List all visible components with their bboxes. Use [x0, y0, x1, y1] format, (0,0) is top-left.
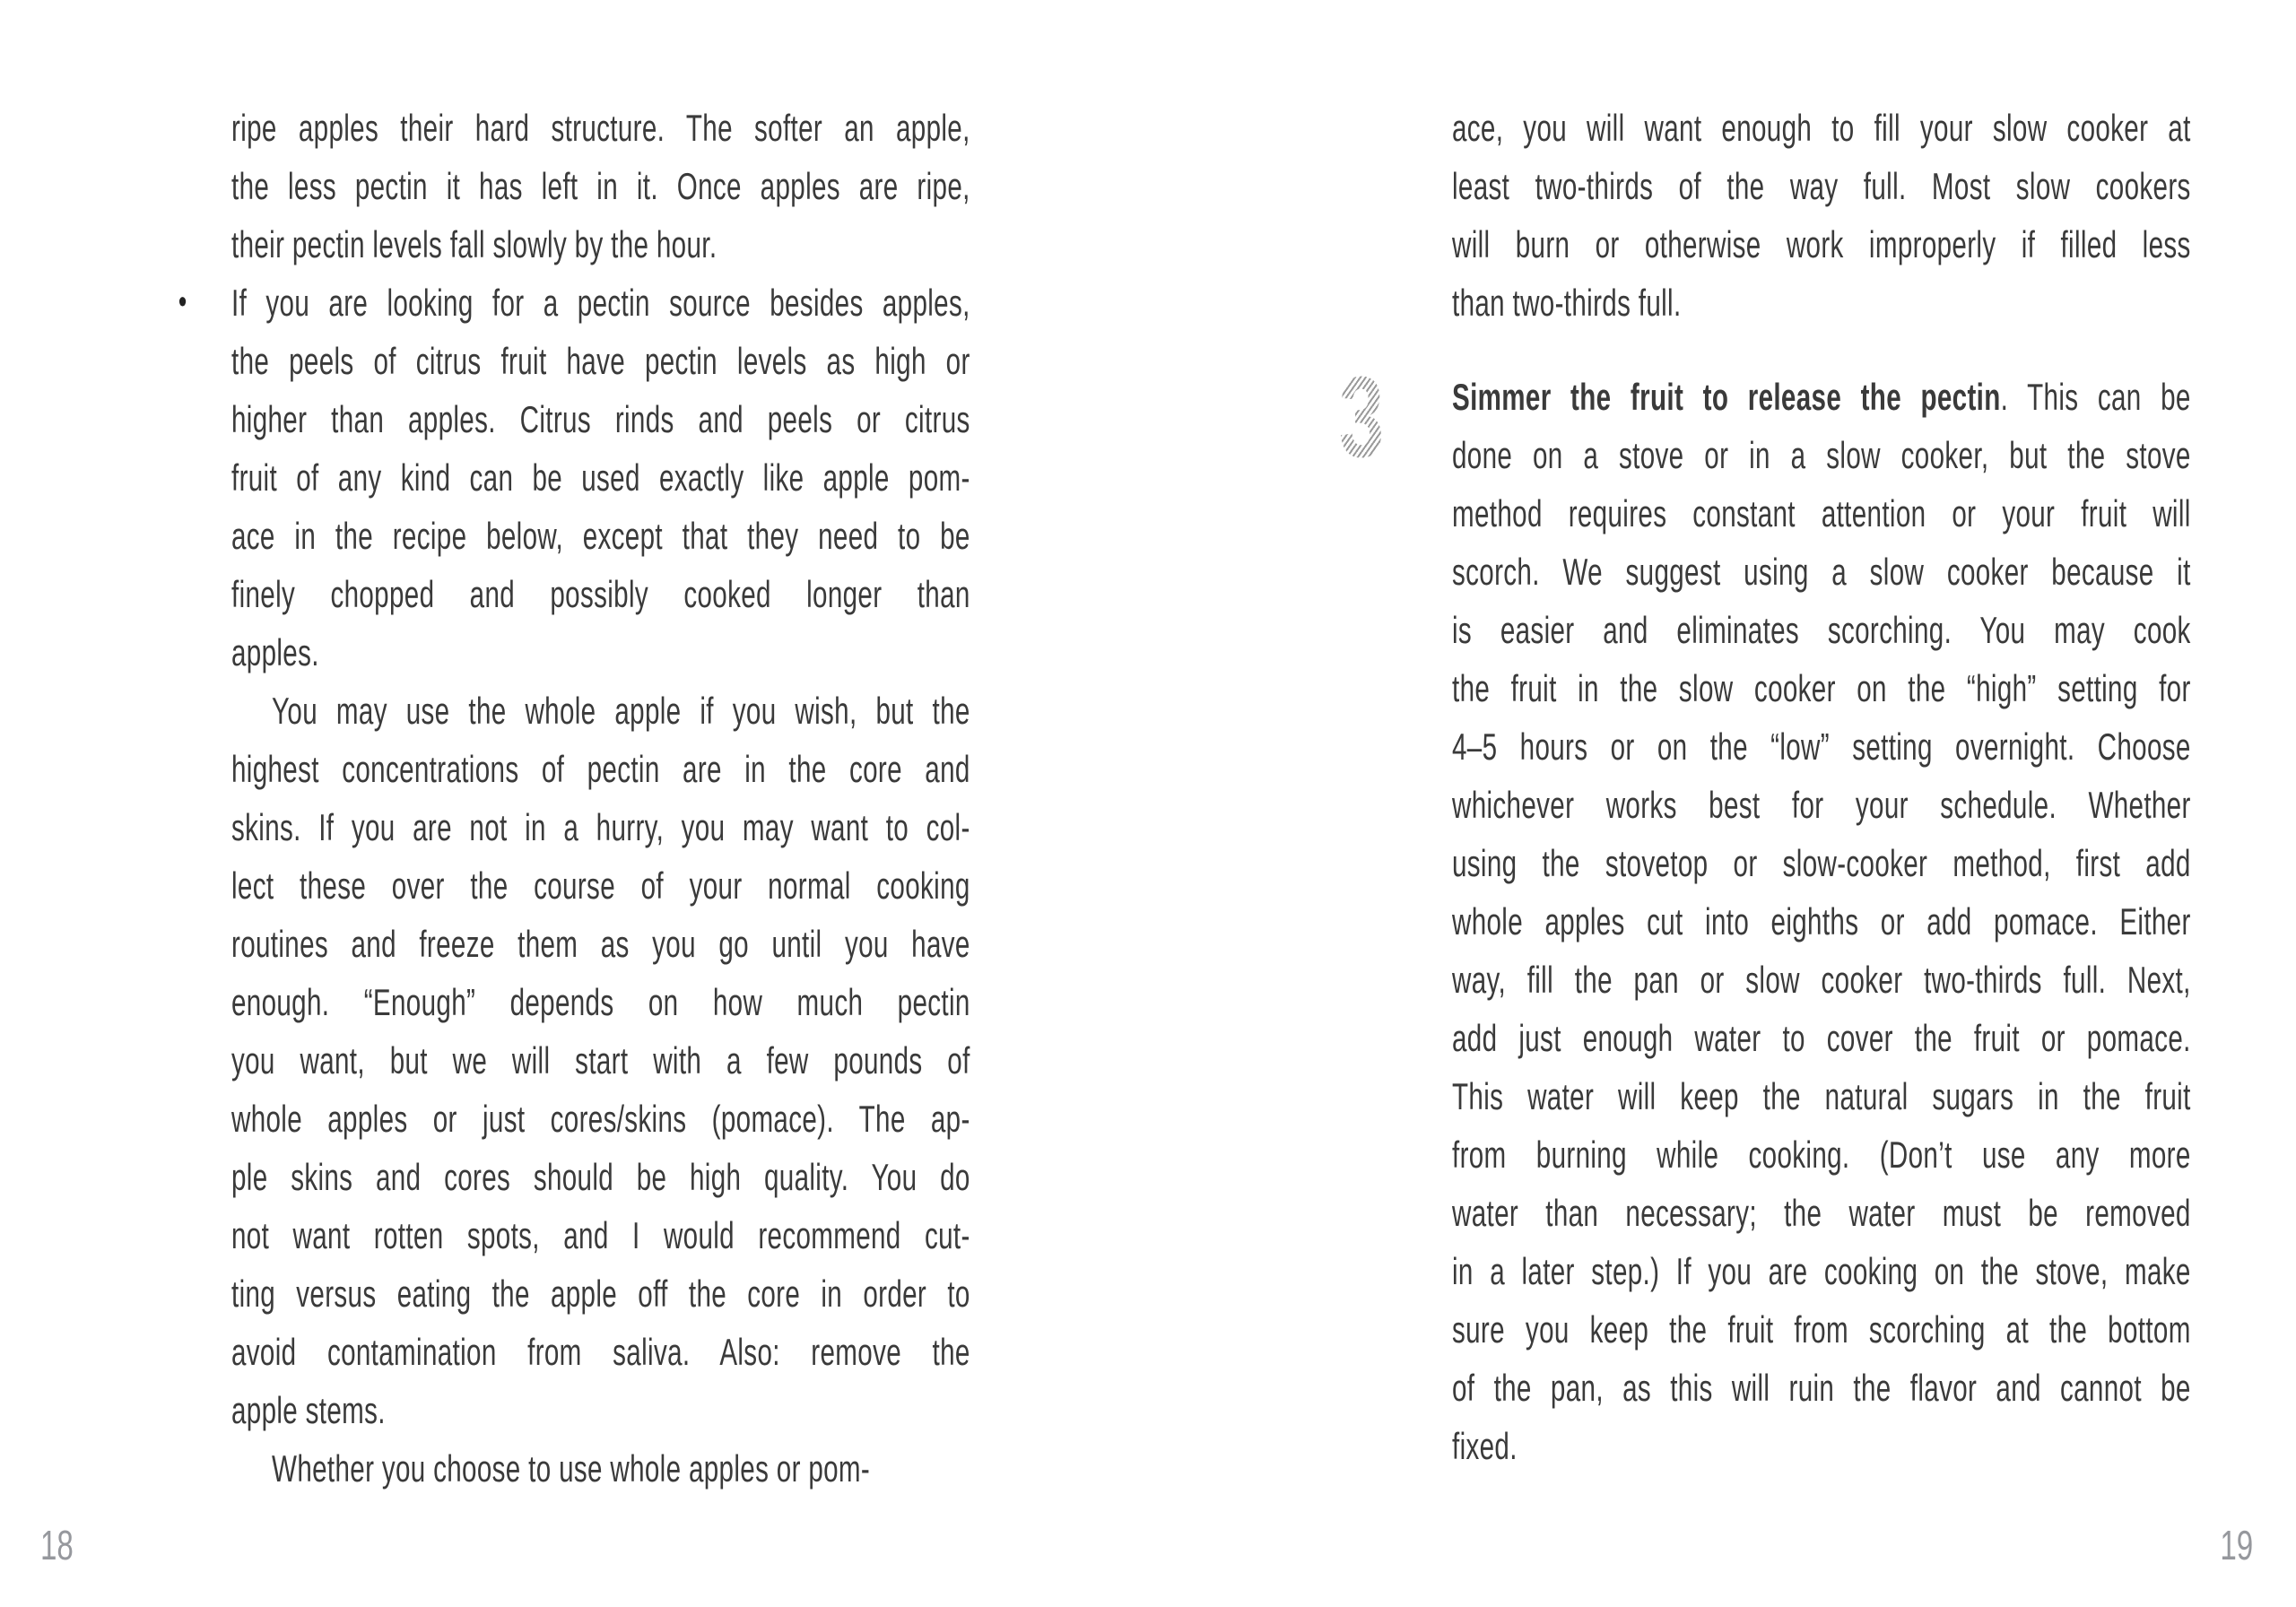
text-line: enough. “Enough” depends on how much pectin: [231, 981, 970, 1023]
step-number-3: 3: [1338, 353, 1385, 482]
paragraph-whole-apple: [231, 682, 970, 1439]
text-line: not want rotten spots, and I would recommend cut-: [231, 1214, 970, 1256]
text-line: If you are looking for a pectin source besides apples,: [231, 282, 970, 324]
text-line: the fruit in the slow cooker on the “high” setting for: [1452, 667, 2191, 709]
text-line: will burn or otherwise work improperly if filled less: [1452, 223, 2191, 265]
text-line: you want, but we will start with a few pounds of: [231, 1039, 970, 1081]
text-line: method requires constant attention or your fruit will: [1452, 492, 2191, 534]
page-number-left: 18: [40, 1522, 74, 1568]
text-line: ripe apples their hard structure. The softer an apple,: [231, 107, 970, 149]
page-right: [1148, 0, 2296, 1607]
left-text-column: [178, 99, 1281, 1498]
text-line: whole apples cut into eighths or add pomace. Either: [1452, 900, 2191, 942]
text-line: ace in the recipe below, except that they need to be: [231, 515, 970, 557]
text-line: scorch. We suggest using a slow cooker because it: [1452, 551, 2191, 593]
paragraph-slow-cooker-fill: [1452, 99, 2191, 332]
text-line: This water will keep the natural sugars in the fruit: [1452, 1075, 2191, 1117]
text-line: Whether you choose to use whole apples or pom-: [272, 1447, 871, 1490]
text-line: ting versus eating the apple off the core in order to: [231, 1273, 970, 1315]
paragraph-citrus-bullet: [178, 274, 970, 682]
text-line: done on a stove or in a slow cooker, but the stove: [1452, 434, 2191, 476]
text-line: avoid contamination from saliva. Also: remove the: [231, 1331, 970, 1373]
text-line: sure you keep the fruit from scorching at the bottom: [1452, 1308, 2191, 1351]
text-line: higher than apples. Citrus rinds and peels or citrus: [231, 398, 970, 440]
text-line: highest concentrations of pectin are in the core and: [231, 748, 970, 790]
paragraph-pectin-levels: [231, 99, 970, 274]
text-line: water than necessary; the water must be removed: [1452, 1192, 2191, 1234]
step-lead-bold: Simmer the fruit to release the pectin: [1452, 376, 2001, 418]
text-line: in a later step.) If you are cooking on the stove, make: [1452, 1250, 2191, 1292]
text-line: from burning while cooking. (Don’t use any more: [1452, 1134, 2191, 1176]
text-line: fixed.: [1452, 1425, 1518, 1467]
step-lead-rest: . This can be: [2000, 376, 2191, 418]
text-line: the less pectin it has left in it. Once apples are ripe,: [231, 165, 970, 207]
text-line: whole apples or just cores/skins (pomace). The ap-: [231, 1098, 970, 1140]
text-line: routines and freeze them as you go until you have: [231, 923, 970, 965]
text-line: lect these over the course of your normal cooking: [231, 864, 970, 907]
bullet-marker: •: [178, 283, 187, 321]
text-line: add just enough water to cover the fruit or pomace.: [1452, 1017, 2191, 1059]
text-line: fruit of any kind can be used exactly like apple pom-: [231, 456, 970, 499]
left-text-scale-box: [178, 99, 970, 1498]
text-line: their pectin levels fall slowly by the hour.: [231, 223, 718, 265]
step-3-block: [1338, 353, 2191, 1475]
text-line: finely chopped and possibly cooked longer than: [231, 573, 970, 615]
step-lead-line: [1452, 368, 2191, 426]
text-line: whichever works best for your schedule. Whether: [1452, 784, 2191, 826]
text-line: way, fill the pan or slow cooker two-thirds full. Next,: [1452, 959, 2191, 1001]
text-line: of the pan, as this will ruin the flavor and cannot be: [1452, 1367, 2191, 1409]
text-line: You may use the whole apple if you wish, but the: [272, 690, 970, 732]
right-text-scale-box: [1338, 99, 2191, 1475]
text-line: least two-thirds of the way full. Most slow cookers: [1452, 165, 2191, 207]
page-number-right: 19: [2220, 1522, 2253, 1568]
right-text-column: [1338, 99, 2296, 1475]
text-line: ace, you will want enough to fill your slow cooker at: [1452, 107, 2191, 149]
text-line: the peels of citrus fruit have pectin levels as high or: [231, 340, 970, 382]
step-body-lines: [1452, 426, 2191, 1475]
text-line: 4–5 hours or on the “low” setting overnight. Choose: [1452, 725, 2191, 768]
text-line: than two-thirds full.: [1452, 282, 1682, 324]
text-line: is easier and eliminates scorching. You may cook: [1452, 609, 2191, 651]
paragraph-whether-you-choose: [231, 1439, 970, 1498]
text-line: skins. If you are not in a hurry, you may want to col-: [231, 806, 970, 848]
text-line: using the stovetop or slow-cooker method, first add: [1452, 842, 2191, 884]
text-line: apples.: [231, 631, 319, 673]
text-line: apple stems.: [231, 1389, 386, 1431]
text-line: ple skins and cores should be high quality. You do: [231, 1156, 970, 1198]
